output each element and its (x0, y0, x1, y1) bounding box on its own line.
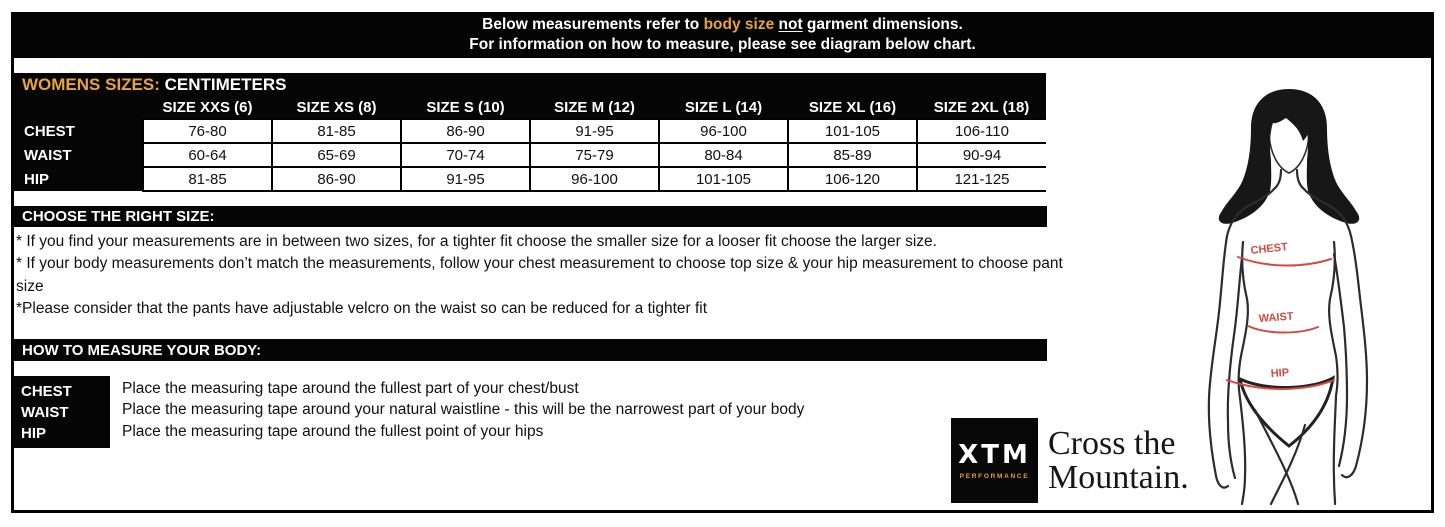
size-table-corner-cell (14, 97, 143, 119)
centimeters-label: CENTIMETERS (164, 75, 287, 94)
size-table-title (14, 73, 1046, 97)
measurement-disclaimer-banner (11, 12, 1434, 58)
xtm-logo (951, 418, 1038, 503)
table-row-waist (14, 143, 1046, 167)
column-header: SIZE 2XL (18) (917, 97, 1046, 119)
table-row-hip (14, 167, 1046, 191)
xtm-logo-subtext: PERFORMANCE (959, 472, 1030, 480)
table-cell: 76-80 (143, 119, 272, 143)
tagline-line-1: Cross the (1048, 425, 1176, 462)
table-cell: 81-85 (272, 119, 401, 143)
row-label-chest: CHEST (14, 119, 143, 143)
table-cell: 80-84 (659, 143, 788, 167)
measure-label-chest: CHEST (21, 383, 72, 400)
table-cell: 106-120 (788, 167, 917, 191)
size-note: * If your body measurements don’t match the measurements, follow your chest measurement to choose top size & your hip measurement to choose pant size (16, 255, 1063, 295)
how-to-measure-heading: HOW TO MEASURE YOUR BODY: (14, 339, 1047, 361)
not-emphasis: not (778, 16, 803, 33)
table-cell: 101-105 (659, 167, 788, 191)
table-cell: 101-105 (788, 119, 917, 143)
table-cell: 60-64 (143, 143, 272, 167)
row-label-waist: WAIST (14, 143, 143, 167)
figure-left-leg-outer (1240, 398, 1245, 504)
banner-line-1-suffix: garment dimensions. (802, 16, 963, 33)
column-header: SIZE XXS (6) (143, 97, 272, 119)
banner-line-1 (11, 15, 1434, 35)
banner-line-1-prefix: Below measurements refer to (482, 16, 704, 33)
choose-size-notes (16, 231, 1067, 321)
table-cell: 70-74 (401, 143, 530, 167)
column-header: SIZE S (10) (401, 97, 530, 119)
row-label-hip: HIP (14, 167, 143, 191)
banner-line-2: For information on how to measure, please see diagram below chart. (469, 36, 976, 53)
size-table-title-row (14, 73, 1046, 97)
size-note: * If you find your measurements are in between two sizes, for a tighter fit choose the smaller size for a looser fit choose the larger size. (16, 233, 937, 250)
table-cell: 65-69 (272, 143, 401, 167)
xtm-logo-text: XTM (958, 439, 1031, 470)
figure-left-arm-outer (1209, 236, 1228, 488)
table-row-chest (14, 119, 1046, 143)
table-cell: 91-95 (401, 167, 530, 191)
table-cell: 96-100 (659, 119, 788, 143)
waist-measure-line (1248, 326, 1318, 333)
body-measurement-figure (1195, 80, 1445, 512)
table-cell: 85-89 (788, 143, 917, 167)
measure-instruction-waist: Place the measuring tape around your natural waistline - this will be the narrowest part of your body (122, 401, 805, 419)
tagline-line-2: Mountain. (1048, 459, 1189, 496)
table-cell: 96-100 (530, 167, 659, 191)
figure-right-leg-outer (1334, 396, 1336, 504)
table-cell: 90-94 (917, 143, 1046, 167)
table-cell: 81-85 (143, 167, 272, 191)
measure-instructions (122, 378, 804, 442)
womens-sizes-label: WOMENS SIZES: (22, 75, 160, 94)
waist-measure-label: WAIST (1258, 310, 1294, 325)
measure-label-hip: HIP (21, 425, 47, 442)
choose-size-heading: CHOOSE THE RIGHT SIZE: (14, 206, 1047, 227)
measure-labels-box (12, 376, 110, 448)
measure-instruction-chest: Place the measuring tape around the fullest part of your chest/bust (122, 380, 579, 397)
table-cell: 75-79 (530, 143, 659, 167)
measure-instruction-hip: Place the measuring tape around the fullest point of your hips (122, 422, 544, 440)
column-header: SIZE L (14) (659, 97, 788, 119)
figure-torso-left (1239, 242, 1248, 398)
brand-tagline (1048, 427, 1189, 495)
table-cell: 86-90 (272, 167, 401, 191)
size-table-header-row (14, 97, 1046, 119)
table-cell: 86-90 (401, 119, 530, 143)
size-note: *Please consider that the pants have adjustable velcro on the waist so can be reduced for a tighter fit (16, 300, 708, 318)
body-size-highlight: body size (703, 16, 775, 33)
hip-measure-label: HIP (1270, 366, 1290, 380)
chest-measure-label: CHEST (1250, 241, 1289, 257)
column-header: SIZE M (12) (530, 97, 659, 119)
chest-measure-line (1238, 257, 1331, 266)
column-header: SIZE XS (8) (272, 97, 401, 119)
womens-size-table (14, 73, 1046, 192)
table-cell: 121-125 (917, 167, 1046, 191)
column-header: SIZE XL (16) (788, 97, 917, 119)
measure-label-waist: WAIST (21, 404, 69, 421)
table-cell: 91-95 (530, 119, 659, 143)
table-cell: 106-110 (917, 119, 1046, 143)
